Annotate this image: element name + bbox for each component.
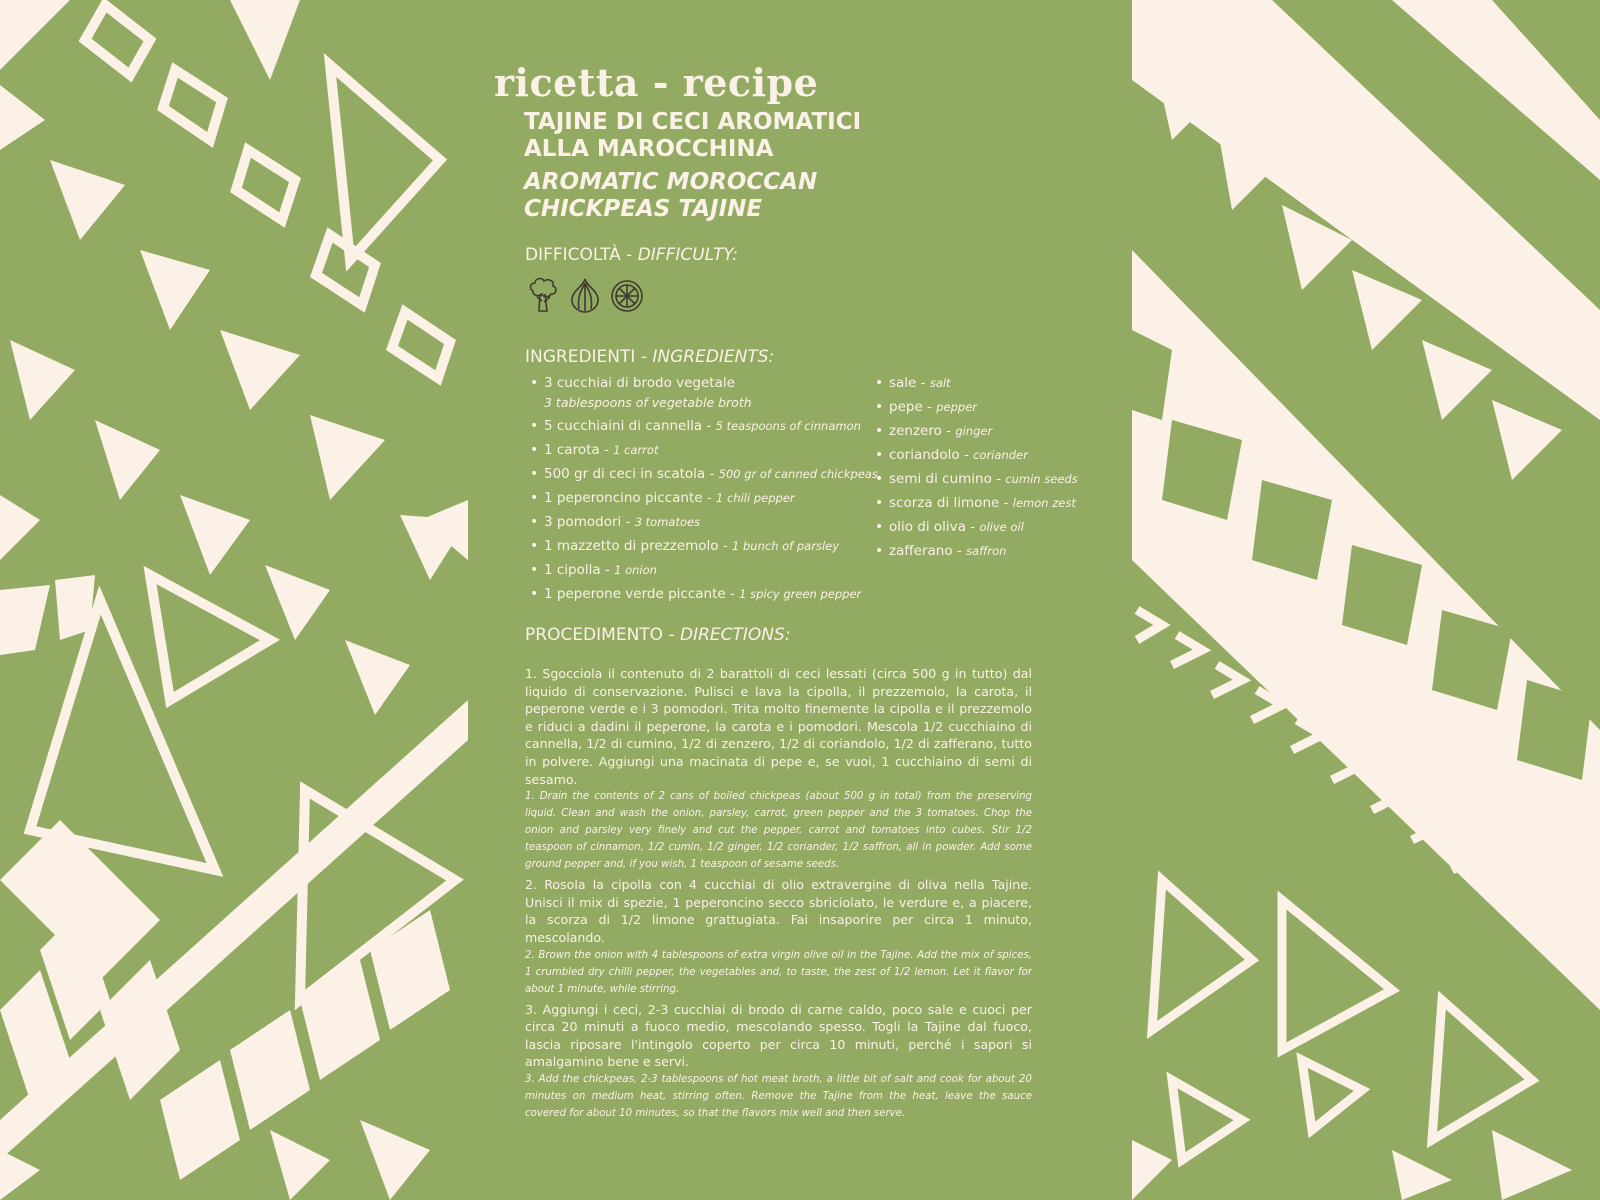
- list-item: • 500 gr di ceci in scatola - 500 gr of canned chickpeas: [525, 466, 860, 483]
- ingredients-list: [525, 375, 1078, 611]
- list-item: • 1 cipolla - 1 onion: [525, 562, 860, 579]
- difficulty-icons: [525, 275, 1040, 315]
- difficulty-label-en: DIFFICULTY:: [637, 245, 739, 265]
- onion-icon: [567, 275, 603, 315]
- list-item: • 3 cucchiai di brodo vegetale 3 tablespoons of vegetable broth: [525, 375, 860, 411]
- ingredients-column-1: [525, 375, 878, 610]
- title-english-line1: AROMATIC MOROCCAN: [524, 169, 818, 195]
- step-2-italian: 2. Rosola la cipolla con 4 cucchiai di olio extravergine di oliva nella Tajine. Unisci il mix di spezie, 1 peperoncino secco sbriciolato, le verdure e, a piacere, la scorza di 1/2 limone grattugiata. Fai insaporire per circa 1 minuto, mescolando.: [525, 877, 1032, 945]
- directions-label-it: PROCEDIMENTO -: [525, 625, 680, 645]
- title-italian-line2: ALLA MAROCCHINA: [524, 136, 774, 162]
- brand-title: ricetta - recipe: [494, 60, 819, 105]
- difficulty-heading: [525, 245, 1040, 265]
- list-item: • 1 peperone verde piccante - 1 spicy green pepper: [525, 586, 860, 603]
- title-italian: [524, 109, 1040, 163]
- list-item: • scorza di limone - lemon zest: [870, 495, 1070, 512]
- directions-heading: [525, 625, 1032, 645]
- directions-section: [525, 625, 1032, 1122]
- step-1-english: 1. Drain the contents of 2 cans of boiled chickpeas (about 500 g in total) from the preserving liquid. Clean and wash the onion, parsley, carrot, green pepper and the 3 tomatoes. Chop the onion and parsley very finely and cut the pepper, carrot and tomatoes into cubes. Stir 1/2 teaspoon of cinnamon, 1/2 cumin, 1/2 ginger, 1/2 coriander, 1/2 saffron, all in powder. Add some ground pepper and, if you wish, 1 teaspoon of sesame seeds.: [525, 791, 1032, 871]
- title-italian-line1: TAJINE DI CECI AROMATICI: [524, 109, 862, 135]
- title-english-line2: CHICKPEAS TAJINE: [524, 196, 763, 222]
- list-item: • 1 mazzetto di prezzemolo - 1 bunch of parsley: [525, 538, 860, 555]
- step-3-english: 3. Add the chickpeas, 2-3 tablespoons of hot meat broth, a little bit of salt and cook for about 20 minutes on medium heat, stirring often. Remove the Tajine from the heat, leave the sauce covered for about 10 minutes, so that the flavors mix well and then serve.: [525, 1073, 1032, 1119]
- left-tribal-pattern: [0, 0, 468, 1200]
- ingredients-label-en: INGREDIENTS:: [652, 347, 775, 367]
- broccoli-icon: [525, 275, 561, 315]
- right-tribal-pattern: [1132, 0, 1600, 1200]
- list-item: • sale - salt: [870, 375, 1070, 392]
- list-item: • 5 cucchiaini di cannella - 5 teaspoons of cinnamon: [525, 418, 860, 435]
- step-1-italian: 1. Sgocciola il contenuto di 2 barattoli di ceci lessati (circa 500 g in tutto) dal liquido di conservazione. Pulisci e lava la cipolla, il prezzemolo, la carota, il peperone verde e i 3 pomodori. Trita molto finemente la cipolla e il prezzemolo e riduci a dadini il peperone, la carota e i pomodori. Mescola 1/2 cucchiaino di cannella, 1/2 di cumino, 1/2 di zenzero, 1/2 di coriandolo, 1/2 di zafferano, tutto in polvere. Aggiungi una macinata di pepe e, se vuoi, 1 cucchiaino di semi di sesamo.: [525, 666, 1032, 787]
- list-item: • olio di oliva - olive oil: [870, 519, 1070, 536]
- list-item: • coriandolo - coriander: [870, 447, 1070, 464]
- difficulty-label-it: DIFFICOLTÀ -: [525, 245, 638, 265]
- list-item: • 1 carota - 1 carrot: [525, 442, 860, 459]
- title-english: [524, 169, 1040, 223]
- directions-label-en: DIRECTIONS:: [680, 625, 791, 645]
- ingredients-label-it: INGREDIENTI -: [525, 347, 653, 367]
- lemon-slice-icon: [609, 275, 645, 315]
- recipe-card: [494, 60, 1078, 1125]
- list-item: • 3 pomodori - 3 tomatoes: [525, 514, 860, 531]
- step-2-english: 2. Brown the onion with 4 tablespoons of extra virgin olive oil in the Tajine. Add the mix of spices, 1 crumbled dry chilli pepper, the vegetables and, to taste, the zest of 1/2 lemon. Let it flavor for about 1 minute, while stirring.: [525, 949, 1032, 995]
- list-item: • pepe - pepper: [870, 399, 1070, 416]
- list-item: • 1 peperoncino piccante - 1 chili pepper: [525, 490, 860, 507]
- ingredients-heading: [525, 347, 1040, 367]
- ingredients-column-2: [870, 375, 1078, 567]
- list-item: • zafferano - saffron: [870, 543, 1070, 560]
- list-item: • semi di cumino - cumin seeds: [870, 471, 1070, 488]
- step-3-italian: 3. Aggiungi i ceci, 2-3 cucchiai di brodo di carne caldo, poco sale e cuoci per circa 20 minuti a fuoco medio, mescolando spesso. Togli la Tajine dal fuoco, lascia riposare l'intingolo coperto per circa 10 minuti, perché i sapori si amalgamino bene e servi.: [525, 1001, 1032, 1070]
- list-item: • zenzero - ginger: [870, 423, 1070, 440]
